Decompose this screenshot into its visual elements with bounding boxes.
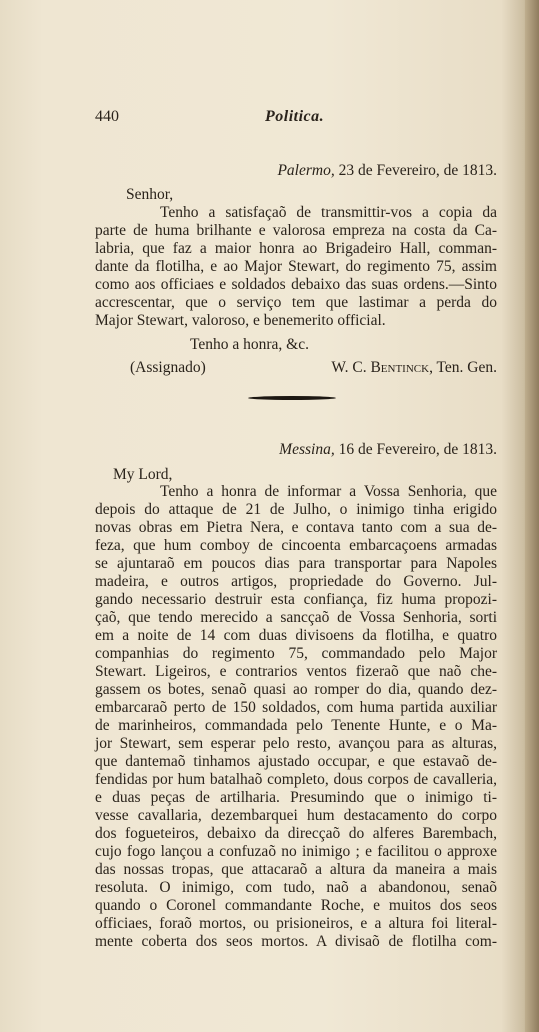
- salutation: My Lord,: [113, 466, 173, 483]
- text-line: que dantemaõ tinhamos ajustado occupar, e que estavaõ de-: [95, 753, 497, 770]
- text-line: gassem os botes, senaõ quasi ao romper do dia, quando dez-: [95, 681, 497, 698]
- text-line: depois do attaque de 21 de Julho, o inimigo tinha erigido: [95, 501, 497, 518]
- text-line: fendidas por hum batalhaõ completo, dous corpos de cavalleria,: [95, 771, 497, 788]
- dateline: Messina, 16 de Fevereiro, de 1813.: [279, 441, 497, 458]
- text-line: das nossas tropas, que attacaraõ a altura da maneira a mais: [95, 861, 497, 878]
- text-line: se ajuntaraõ em poucos dias para transportar para Napoles: [95, 555, 497, 572]
- text-line: cujo fogo lançou a confuzaõ no inimigo ; e facilitou o approxe: [95, 843, 497, 860]
- text-line: vesse cavallaria, dezembarquei hum destacamento do corpo: [95, 807, 497, 824]
- text-line: accrescentar, que o serviço tem que lastimar a perda do: [95, 294, 497, 311]
- text-line: dante da flotilha, e ao Major Stewart, do regimento 75, assim: [95, 258, 497, 275]
- text-line: gando necessario destruir esta confiança, fiz huma propozi-: [95, 591, 497, 608]
- separator-rule: [248, 396, 336, 400]
- text-line: novas obras em Pietra Nera, e contava tanto com a sua de-: [95, 519, 497, 536]
- text-line: çaõ, que tendo merecido a sancçaõ de Vossa Senhoria, sorti: [95, 609, 497, 626]
- text-line: Tenho a satisfaçaõ de transmittir-vos a copia da: [160, 204, 497, 221]
- text-line: madeira, e outros artigos, propriedade do Governo. Jul-: [95, 573, 497, 590]
- text-line: dos fogueteiros, debaixo da direcçaõ do alferes Barembach,: [95, 825, 497, 842]
- running-title: Politica.: [265, 108, 325, 125]
- page-number: 440: [95, 108, 119, 125]
- text-line: Stewart. Ligeiros, e contrarios ventos fizeraõ que naõ che-: [95, 663, 497, 680]
- salutation: Senhor,: [126, 186, 174, 203]
- text-line: mente coberta dos seos mortos. A divisaõ de flotilha com-: [95, 933, 497, 950]
- text-line: embarcaraõ perto de 150 soldados, com huma partida auxiliar: [95, 699, 497, 716]
- signed-label: (Assignado): [130, 359, 206, 376]
- page-edge: [525, 0, 539, 1032]
- text-line: officiaes, foraõ mortos, ou prisioneiros, e a altura foi literal-: [95, 915, 497, 932]
- text-line: labria, que faz a maior honra ao Brigadeiro Hall, comman-: [95, 240, 497, 257]
- text-line: parte de huma brilhante e valorosa empreza na costa da Ca-: [95, 222, 497, 239]
- closing: Tenho a honra, &c.: [190, 336, 309, 353]
- running-header: [95, 108, 495, 130]
- text-line: e duas peças de artilharia. Presumindo que o inimigo ti-: [95, 789, 497, 806]
- text-line: resoluta. O inimigo, com tudo, naõ a abandonou, senaõ: [95, 879, 497, 896]
- text-line: de marinheiros, commandada pelo Tenente Hunte, e o Ma-: [95, 717, 497, 734]
- signature: W. C. Bentinck, Ten. Gen.: [331, 359, 497, 376]
- text-line: Tenho a honra de informar a Vossa Senhoria, que: [160, 483, 497, 500]
- text-line: jor Stewart, sem esperar pelo resto, avançou para as alturas,: [95, 735, 497, 752]
- text-line: Major Stewart, valoroso, e benemerito official.: [95, 312, 386, 329]
- text-line: em a noite de 14 com duas divisoens da flotilha, e quatro: [95, 627, 497, 644]
- text-line: companhias do regimento 75, commandado pelo Major: [95, 645, 497, 662]
- text-line: quando o Coronel commandante Roche, e muitos dos seos: [95, 897, 497, 914]
- dateline: Palermo, 23 de Fevereiro, de 1813.: [277, 162, 497, 179]
- text-line: como aos officiaes e soldados debaixo das suas ordens.—Sinto: [95, 276, 497, 293]
- text-line: feza, que hum comboy de cincoenta embarcaçoens armadas: [95, 537, 497, 554]
